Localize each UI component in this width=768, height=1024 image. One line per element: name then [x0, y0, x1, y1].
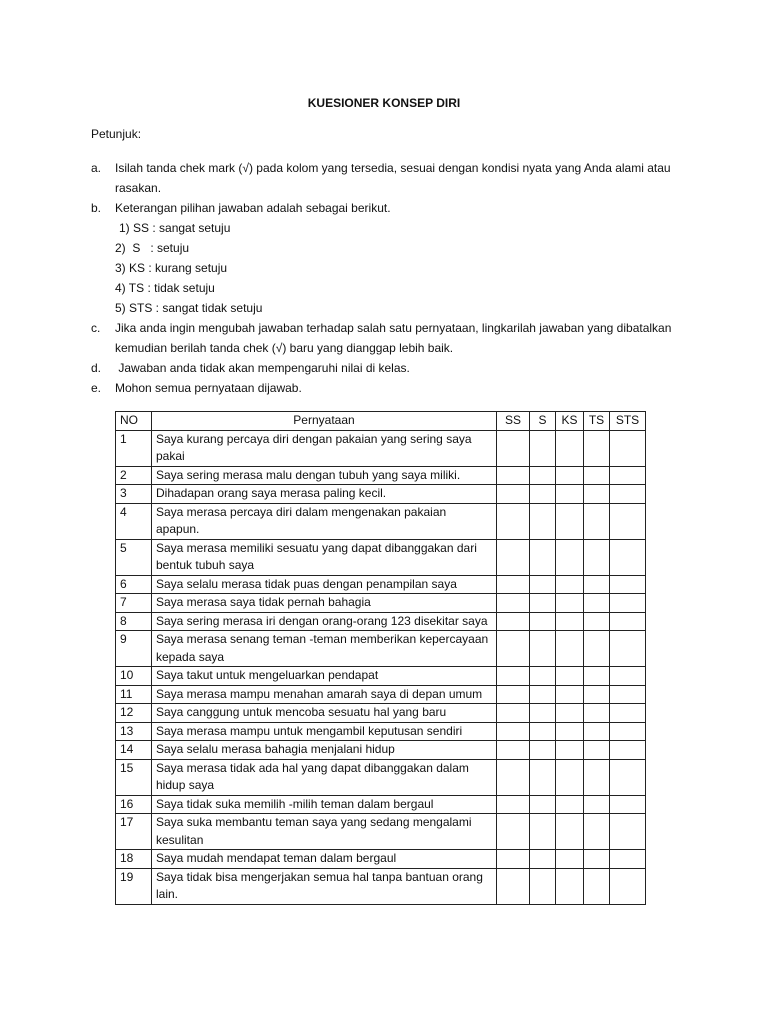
table-row [116, 631, 646, 667]
row-number: 5 [116, 539, 152, 575]
answer-cell-ss[interactable] [497, 704, 530, 723]
table-row [116, 759, 646, 795]
answer-cell-ss[interactable] [497, 539, 530, 575]
answer-cell-ts[interactable] [584, 667, 610, 686]
table-row [116, 722, 646, 741]
answer-cell-ts[interactable] [584, 704, 610, 723]
answer-cell-ts[interactable] [584, 485, 610, 504]
header-ts: TS [584, 412, 610, 431]
answer-cell-ss[interactable] [497, 667, 530, 686]
answer-cell-s[interactable] [530, 594, 556, 613]
row-number: 19 [116, 868, 152, 904]
row-number: 7 [116, 594, 152, 613]
answer-cell-ts[interactable] [584, 430, 610, 466]
answer-cell-sts[interactable] [610, 503, 646, 539]
row-statement: Dihadapan orang saya merasa paling kecil. [152, 485, 497, 504]
answer-cell-s[interactable] [530, 503, 556, 539]
instruction-letter: a. [91, 161, 102, 175]
table-row [116, 575, 646, 594]
answer-cell-ss[interactable] [497, 631, 530, 667]
answer-cell-ks[interactable] [556, 466, 584, 485]
answer-cell-ks[interactable] [556, 685, 584, 704]
answer-cell-ts[interactable] [584, 814, 610, 850]
row-statement: Saya mudah mendapat teman dalam bergaul [152, 850, 497, 869]
header-no: NO [116, 412, 152, 431]
answer-cell-ts[interactable] [584, 612, 610, 631]
answer-cell-ss[interactable] [497, 594, 530, 613]
row-statement: Saya selalu merasa tidak puas dengan penampilan saya [152, 575, 497, 594]
answer-cell-sts[interactable] [610, 759, 646, 795]
row-statement: Saya merasa tidak ada hal yang dapat dibanggakan dalam hidup saya [152, 759, 497, 795]
answer-cell-ts[interactable] [584, 575, 610, 594]
answer-cell-sts[interactable] [610, 466, 646, 485]
answer-cell-s[interactable] [530, 667, 556, 686]
row-number: 1 [116, 430, 152, 466]
answer-cell-ks[interactable] [556, 503, 584, 539]
answer-cell-sts[interactable] [610, 868, 646, 904]
instruction-item [91, 158, 681, 198]
answer-cell-ts[interactable] [584, 795, 610, 814]
instruction-item [91, 378, 681, 398]
answer-cell-s[interactable] [530, 722, 556, 741]
table-row [116, 741, 646, 760]
row-number: 8 [116, 612, 152, 631]
answer-cell-ts[interactable] [584, 850, 610, 869]
instruction-item [91, 358, 681, 378]
instruction-letter: c. [91, 321, 101, 335]
answer-cell-ss[interactable] [497, 503, 530, 539]
answer-option: 1) SS : sangat setuju [119, 221, 231, 235]
answer-cell-ks[interactable] [556, 430, 584, 466]
header-sts: STS [610, 412, 646, 431]
instruction-text: Keterangan pilihan jawaban adalah sebagai berikut. [115, 201, 391, 215]
answer-cell-ks[interactable] [556, 850, 584, 869]
answer-cell-ss[interactable] [497, 868, 530, 904]
answer-cell-sts[interactable] [610, 485, 646, 504]
answer-cell-ss[interactable] [497, 466, 530, 485]
answer-cell-ks[interactable] [556, 741, 584, 760]
answer-cell-s[interactable] [530, 430, 556, 466]
answer-cell-s[interactable] [530, 704, 556, 723]
table-row [116, 814, 646, 850]
row-statement: Saya canggung untuk mencoba sesuatu hal yang baru [152, 704, 497, 723]
answer-cell-ss[interactable] [497, 722, 530, 741]
table-header-row [116, 412, 646, 431]
page-title: KUESIONER KONSEP DIRI [307, 96, 461, 110]
answer-cell-ks[interactable] [556, 814, 584, 850]
answer-cell-ks[interactable] [556, 759, 584, 795]
answer-cell-ts[interactable] [584, 759, 610, 795]
row-statement: Saya sering merasa malu dengan tubuh yang saya miliki. [152, 466, 497, 485]
row-statement: Saya kurang percaya diri dengan pakaian yang sering saya pakai [152, 430, 497, 466]
answer-cell-ks[interactable] [556, 612, 584, 631]
questionnaire-table [115, 411, 646, 905]
answer-cell-sts[interactable] [610, 814, 646, 850]
answer-cell-ts[interactable] [584, 539, 610, 575]
answer-cell-ss[interactable] [497, 612, 530, 631]
answer-cell-s[interactable] [530, 741, 556, 760]
row-number: 17 [116, 814, 152, 850]
answer-cell-ts[interactable] [584, 594, 610, 613]
answer-cell-sts[interactable] [610, 612, 646, 631]
row-number: 2 [116, 466, 152, 485]
answer-cell-ts[interactable] [584, 722, 610, 741]
table-row [116, 795, 646, 814]
row-statement: Saya suka membantu teman saya yang sedang mengalami kesulitan [152, 814, 497, 850]
answer-cell-ss[interactable] [497, 814, 530, 850]
answer-cell-ss[interactable] [497, 759, 530, 795]
answer-cell-sts[interactable] [610, 722, 646, 741]
answer-cell-ss[interactable] [497, 741, 530, 760]
answer-cell-sts[interactable] [610, 850, 646, 869]
row-number: 4 [116, 503, 152, 539]
answer-cell-ts[interactable] [584, 741, 610, 760]
header-ss: SS [497, 412, 530, 431]
answer-cell-sts[interactable] [610, 704, 646, 723]
answer-cell-ts[interactable] [584, 631, 610, 667]
instruction-letter: d. [91, 361, 102, 375]
answer-cell-s[interactable] [530, 575, 556, 594]
row-statement: Saya merasa saya tidak pernah bahagia [152, 594, 497, 613]
answer-cell-ss[interactable] [497, 795, 530, 814]
row-statement: Saya takut untuk mengeluarkan pendapat [152, 667, 497, 686]
answer-cell-sts[interactable] [610, 575, 646, 594]
row-number: 18 [116, 850, 152, 869]
row-statement: Saya merasa mampu menahan amarah saya di depan umum [152, 685, 497, 704]
answer-cell-ks[interactable] [556, 704, 584, 723]
answer-option: 5) STS : sangat tidak setuju [115, 301, 263, 315]
header-s: S [530, 412, 556, 431]
answer-cell-s[interactable] [530, 814, 556, 850]
table-row [116, 466, 646, 485]
answer-option: 3) KS : kurang setuju [115, 261, 228, 275]
answer-cell-s[interactable] [530, 759, 556, 795]
answer-cell-ks[interactable] [556, 539, 584, 575]
table-row [116, 850, 646, 869]
row-number: 3 [116, 485, 152, 504]
answer-option: 2) S : setuju [115, 241, 190, 255]
row-number: 11 [116, 685, 152, 704]
row-number: 16 [116, 795, 152, 814]
instruction-text: Isilah tanda chek mark (√) pada kolom yang tersedia, sesuai dengan kondisi nyata yang Anda alami atau rasakan. [115, 161, 671, 195]
table-row [116, 485, 646, 504]
answer-cell-sts[interactable] [610, 667, 646, 686]
answer-cell-s[interactable] [530, 539, 556, 575]
header-ks: KS [556, 412, 584, 431]
answer-cell-ks[interactable] [556, 667, 584, 686]
table-row [116, 503, 646, 539]
answer-cell-ks[interactable] [556, 594, 584, 613]
table-row [116, 868, 646, 904]
row-statement: Saya sering merasa iri dengan orang-orang 123 disekitar saya [152, 612, 497, 631]
table-row [116, 539, 646, 575]
answer-cell-ts[interactable] [584, 868, 610, 904]
answer-cell-sts[interactable] [610, 430, 646, 466]
answer-cell-ks[interactable] [556, 722, 584, 741]
answer-cell-sts[interactable] [610, 795, 646, 814]
instruction-text: Mohon semua pernyataan dijawab. [115, 381, 302, 395]
answer-cell-sts[interactable] [610, 741, 646, 760]
answer-cell-ks[interactable] [556, 868, 584, 904]
answer-cell-s[interactable] [530, 612, 556, 631]
answer-cell-sts[interactable] [610, 631, 646, 667]
answer-cell-ss[interactable] [497, 850, 530, 869]
answer-cell-ks[interactable] [556, 485, 584, 504]
row-statement: Saya merasa percaya diri dalam mengenakan pakaian apapun. [152, 503, 497, 539]
answer-cell-ss[interactable] [497, 430, 530, 466]
table-body [116, 430, 646, 904]
answer-cell-sts[interactable] [610, 685, 646, 704]
answer-cell-ks[interactable] [556, 575, 584, 594]
row-statement: Saya selalu merasa bahagia menjalani hidup [152, 741, 497, 760]
answer-cell-s[interactable] [530, 685, 556, 704]
answer-cell-ks[interactable] [556, 795, 584, 814]
row-number: 12 [116, 704, 152, 723]
row-number: 15 [116, 759, 152, 795]
answer-cell-ss[interactable] [497, 485, 530, 504]
table-row [116, 612, 646, 631]
instructions-list [91, 158, 681, 398]
row-statement: Saya tidak bisa mengerjakan semua hal tanpa bantuan orang lain. [152, 868, 497, 904]
instruction-letter: e. [91, 381, 102, 395]
row-statement: Saya merasa mampu untuk mengambil keputusan sendiri [152, 722, 497, 741]
instruction-item [91, 198, 681, 218]
answer-cell-s[interactable] [530, 631, 556, 667]
answer-cell-s[interactable] [530, 868, 556, 904]
answer-cell-ts[interactable] [584, 503, 610, 539]
row-number: 6 [116, 575, 152, 594]
instruction-text: Jawaban anda tidak akan mempengaruhi nilai di kelas. [115, 361, 410, 375]
instructions-label: Petunjuk: [91, 127, 142, 141]
answer-cell-ss[interactable] [497, 575, 530, 594]
answer-cell-ts[interactable] [584, 466, 610, 485]
answer-cell-s[interactable] [530, 466, 556, 485]
answer-cell-s[interactable] [530, 850, 556, 869]
instruction-item [91, 318, 681, 358]
table-row [116, 685, 646, 704]
answer-cell-ks[interactable] [556, 631, 584, 667]
table-row [116, 667, 646, 686]
row-number: 9 [116, 631, 152, 667]
answer-cell-sts[interactable] [610, 539, 646, 575]
row-statement: Saya tidak suka memilih -milih teman dalam bergaul [152, 795, 497, 814]
row-number: 10 [116, 667, 152, 686]
answer-cell-sts[interactable] [610, 594, 646, 613]
instruction-letter: b. [91, 201, 102, 215]
row-number: 13 [116, 722, 152, 741]
table-row [116, 430, 646, 466]
answer-cell-s[interactable] [530, 795, 556, 814]
answer-cell-ts[interactable] [584, 685, 610, 704]
row-number: 14 [116, 741, 152, 760]
answer-cell-ss[interactable] [497, 685, 530, 704]
table-row [116, 704, 646, 723]
header-statement: Pernyataan [152, 412, 497, 431]
answer-cell-s[interactable] [530, 485, 556, 504]
table-row [116, 594, 646, 613]
row-statement: Saya merasa memiliki sesuatu yang dapat dibanggakan dari bentuk tubuh saya [152, 539, 497, 575]
row-statement: Saya merasa senang teman -teman memberikan kepercayaan kepada saya [152, 631, 497, 667]
answer-option: 4) TS : tidak setuju [115, 281, 215, 295]
instruction-text: Jika anda ingin mengubah jawaban terhadap salah satu pernyataan, lingkarilah jawaban yang dibatalkan kemudian berilah tanda chek (√) baru yang dianggap lebih baik. [115, 321, 672, 355]
